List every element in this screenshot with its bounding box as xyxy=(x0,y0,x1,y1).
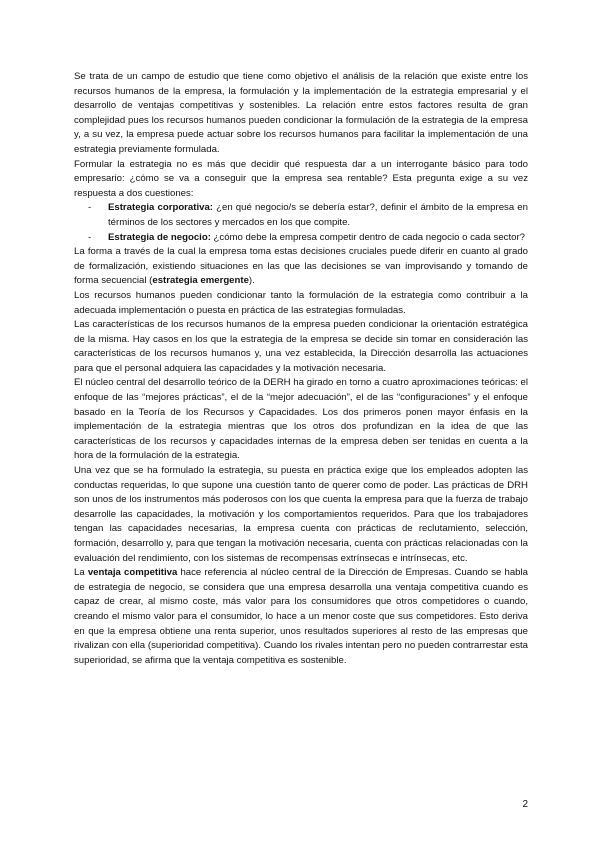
list-item xyxy=(74,231,528,246)
text-segment: La forma a través de la cual la empresa toma estas decisiones cruciales puede diferir en cuanto al grado de formalización, existiendo situaciones en las que las decisiones se van improvisando y tomando de forma secuencial ( xyxy=(74,246,528,287)
text-segment: hace referencia al núcleo central de la Dirección de Empresas. Cuando se habla de estrategia de negocio, se considera que una empresa desarrolla una ventaja competitiva cuando es capaz de crear, al mismo coste, más valor para los consumidores que otros competidores o cuando, creando el mismo valor para el consumidor, lo hace a un menor coste que sus competidores. Esto deriva en que la empresa obtiene una renta superior, unos resultados superiores al resto de las empresas que rivalizan con ella (superioridad competitiva). Cuando los rivales intentan pero no pueden contrarrestar esta superioridad, se afirma que la ventaja competitiva es sostenible. xyxy=(74,567,528,666)
paragraph-emergente xyxy=(74,245,528,289)
document-page xyxy=(74,70,528,668)
bullet-text: ¿cómo debe la empresa competir dentro de cada negocio o cada sector? xyxy=(210,231,526,243)
bullet-dash: - xyxy=(88,202,92,214)
text-segment: La xyxy=(74,567,88,579)
bullet-term: Estrategia de negocio: xyxy=(108,231,211,243)
bullet-text: ¿en qué negocio/s se debería estar?, definir el ámbito de la empresa en términos de los sectores y mercados en los que compite. xyxy=(108,202,528,228)
paragraph-ventaja xyxy=(74,566,528,668)
paragraph-intro: Se trata de un campo de estudio que tiene como objetivo el análisis de la relación que existe entre los recursos humanos de la empresa, la formulación y la implementación de la estrategia empresarial y el desarrollo de ventajas competitivas y sostenibles. La relación entre estos factores resulta de gran complejidad pues los recursos humanos pueden condicionar la formulación de la estrategia de la empresa y, a su vez, la empresa puede actuar sobre los recursos humanos para facilitar la implementación de una estrategia previamente formulada. xyxy=(74,71,528,155)
paragraph-condicionar: Los recursos humanos pueden condicionar tanto la formulación de la estrategia como contribuir a la adecuada implementación o puesta en práctica de las estrategias formuladas. xyxy=(74,289,528,316)
paragraph-nucleo: El núcleo central del desarrollo teórico de la DERH ha girado en torno a cuatro aproximaciones teóricas: el enfoque de las “mejores prácticas”, el de la “mejor adecuación”, el de las “configuraciones” y el enfoque basado en la Teoría de los Recursos y Capacidades. Los dos primeros ponen mayor énfasis en la implementación de la estrategia mientras que los otros dos profundizan en la idea de que las características de los recursos y capacidades internas de la empresa deben ser tenidas en cuenta a la hora de la formulación de la estrategia. xyxy=(74,377,528,462)
paragraph-caracteristicas: Las características de los recursos humanos de la empresa pueden condicionar la orientación estratégica de la misma. Hay casos en los que la estrategia de la empresa se decide sin tomar en consideración las características de los recursos humanos y, una vez establecida, la Dirección desarrolla las actuaciones para que el personal adquiera las capacidades y la motivación necesaria. xyxy=(74,319,528,374)
paragraph-formular: Formular la estrategia no es más que decidir qué respuesta dar a un interrogante básico para todo empresario: ¿cómo se va a conseguir que la empresa sea rentable? Esta pregunta exige a su vez respuesta a dos cuestiones: xyxy=(74,158,528,199)
bold-term: estrategia emergente xyxy=(152,275,249,287)
strategy-list xyxy=(74,201,528,245)
bold-term: ventaja competitiva xyxy=(87,567,178,579)
list-item xyxy=(74,201,528,230)
bullet-term: Estrategia corporativa: xyxy=(108,202,213,214)
page-number: 2 xyxy=(522,799,528,810)
paragraph-practica: Una vez que se ha formulado la estrategia, su puesta en práctica exige que los empleados adopten las conductas requeridas, lo que supone una cuestión tanto de querer como de poder. Las prácticas de DRH son unos de los instrumentos más poderosos con los que cuenta la empresa para que la fuerza de trabajo desarrolle las capacidades, la motivación y los comportamientos requeridos. Para que los trabajadores tengan las capacidades necesarias, la empresa cuenta con prácticas de reclutamiento, selección, formación, desarrollo y, para que tengan la motivación necesaria, cuenta con prácticas relacionadas con la evaluación del rendimiento, con los sistemas de recompensas extrínsecas e intrínsecas, etc. xyxy=(74,465,528,564)
bullet-dash: - xyxy=(88,231,92,243)
text-segment: ). xyxy=(248,275,255,287)
